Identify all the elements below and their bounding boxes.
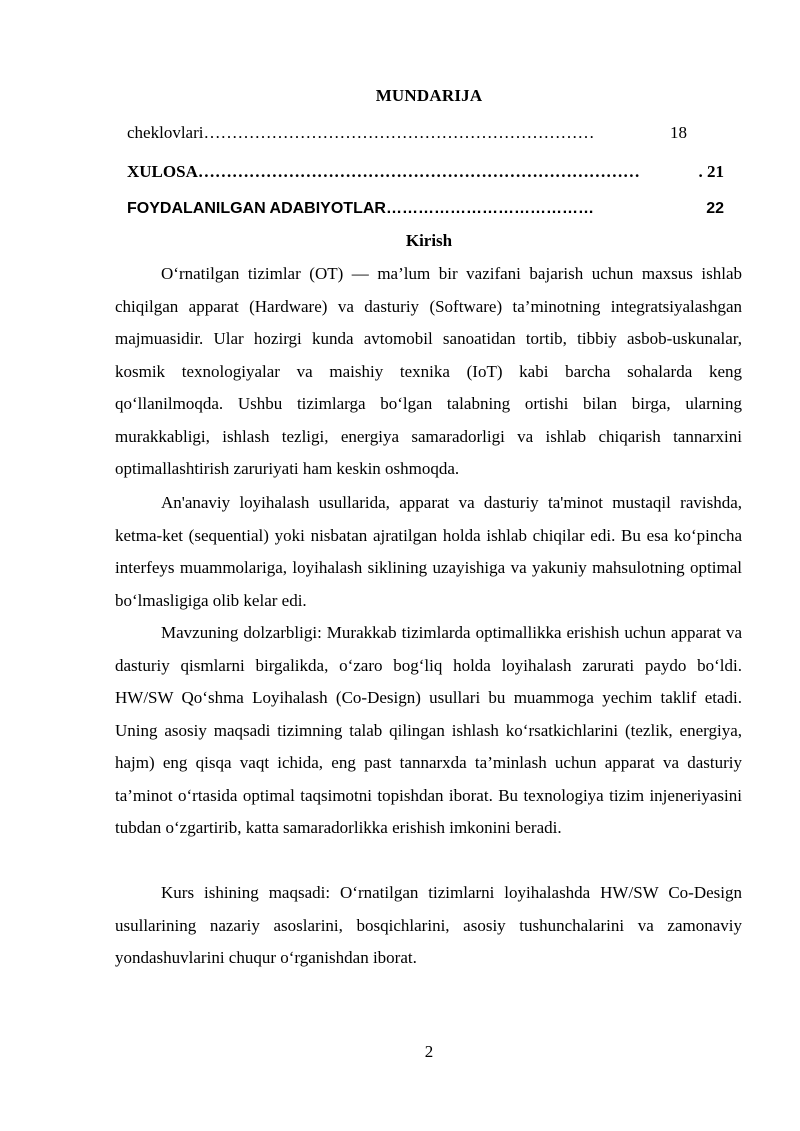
- toc-entry-text: FOYDALANILGAN ADABIYOTLAR: [127, 200, 386, 217]
- toc-title: MUNDARIJA: [375, 86, 483, 105]
- page-number: 2: [424, 1042, 434, 1061]
- toc-entry[interactable]: [127, 162, 724, 182]
- toc-entry[interactable]: [127, 200, 724, 218]
- body-paragraph: O‘rnatilgan tizimlar (OT) — ma’lum bir vazifani bajarish uchun maxsus ishlab chiqilgan apparat (Hardware) va dasturiy (Software) ta’minotning integratsiyalashgan majmuasidir. Ular hozirgi kunda avtomobil sanoatidan tortib, tibbiy asbob-uskunalar, kosmik texnologiyalar va maishiy texnika (IoT) kabi barcha sohalarda keng qo‘llanilmoqda. Ushbu tizimlarga bo‘lgan talabning ortishi bilan birga, ularning murakkabligi, ishlash tezligi, energiya samaradorligi va ishlab chiqarish tannarxini optimallashtirish zaruriyati ham keskin oshmoqda.: [115, 264, 742, 478]
- body-paragraph: Mavzuning dolzarbligi: Murakkab tizimlarda optimallikka erishish uchun apparat va dasturiy qismlarni birgalikda, o‘zaro bog‘liq holda loyihalash zarurati paydo bo‘ldi. HW/SW Qo‘shma Loyihalash (Co-Design) usullari bu muammoga yechim taklif etadi. Uning asosiy maqsadi tizimning talab qilingan ishlash ko‘rsatkichlarini (tezlik, energiya, hajm) eng qisqa vaqt ichida, eng past tannarxda ta’minlash uchun apparat va dasturiy ta’minot o‘rtasida optimal taqsimotni topishdan iborat. Bu texnologiya tizim injeneriyasini tubdan o‘zgartirib, katta samaradorlikka erishish imkonini beradi.: [115, 623, 742, 837]
- section-heading: Kirish: [405, 231, 453, 250]
- body-paragraph: An'anaviy loyihalash usullarida, apparat va dasturiy ta'minot mustaqil ravishda, ketma-ket (sequential) yoki nisbatan ajratilgan holda ishlab chiqilar edi. Bu esa ko‘pincha interfeys muammolariga, loyihalash siklining uzayishiga va yakuniy mahsulotning optimal bo‘lmasligiga olib kelar edi.: [115, 493, 742, 610]
- toc-entry-page: 18: [666, 123, 687, 143]
- toc-entry-leader: …………………………………: [385, 200, 594, 217]
- toc-entry-leader: ……………………………………………………………………: [197, 162, 640, 181]
- toc-entry-page: 22: [702, 200, 724, 218]
- toc-entry-page: . 21: [695, 162, 725, 182]
- toc-entry-text: XULOSA: [127, 162, 198, 181]
- toc-entry-text: cheklovlari: [127, 123, 204, 142]
- body-paragraph: Kurs ishining maqsadi: O‘rnatilgan tizimlarni loyihalashda HW/SW Co-Design usullarining nazariy asoslarini, bosqichlarini, asosiy tushunchalarini va zamonaviy yondashuvlarini chuqur o‘rganishdan iborat.: [115, 883, 742, 967]
- toc-entry[interactable]: [127, 123, 687, 143]
- toc-entry-leader: ……………………………………………………………: [203, 123, 595, 142]
